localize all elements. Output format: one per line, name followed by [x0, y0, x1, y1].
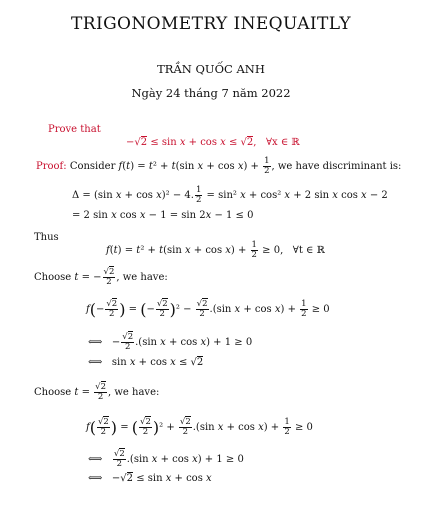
proof-label: Proof: — [36, 160, 67, 172]
choose-label-2: Choose — [34, 386, 72, 398]
proof-consider: Consider — [69, 160, 116, 172]
discriminant-line-1: Δ = (sin x + cos x)² − 4. $\frac{1}{2}$ = sin² x + cos² x + 2 sin x cos x − 2 — [72, 185, 388, 205]
we-have-2: , we have: — [108, 386, 160, 398]
thus-label: Thus — [34, 232, 59, 243]
document-title: TRIGONOMETRY INEQUAITLY — [71, 14, 351, 34]
choose-positive-line: Choose t = $\frac{√2}{2}$ , we have: — [34, 382, 160, 402]
proof-intro: Proof: Consider f(t) = t² + t(sin x + cos x) + $\frac{1}{2}$ , we have discriminant is: — [36, 156, 402, 176]
prove-label: Prove that — [48, 124, 101, 135]
discriminant-line-2: = 2 sin x cos x − 1 = sin 2x − 1 ≤ 0 — [72, 210, 254, 221]
positive-case-line-1: f( $\frac{√2}{2}$ ) = ( $\frac{√2}{2}$ )² + $\frac{√2}{2}$ .(sin x + cos x) + $\frac{1}{2}$ ≥ 0 — [86, 417, 313, 437]
forall-x-text: ∀x ∈ ℝ — [265, 137, 300, 148]
we-have-1: , we have: — [116, 271, 168, 283]
negative-case-line-3: ⟺ sin x + cos x ≤ √2 — [88, 357, 204, 368]
discriminant-text: , we have discriminant is: — [271, 160, 402, 172]
statement-formula: −√2 ≤ sin x + cos x ≤ √2, ∀x ∈ ℝ — [126, 137, 300, 148]
thus-formula: f(t) = t² + t(sin x + cos x) + $\frac{1}{2}$ ≥ 0, ∀t ∈ ℝ — [106, 240, 325, 260]
choose-negative-line: Choose t = − $\frac{√2}{2}$ , we have: — [34, 267, 168, 287]
negative-case-line-2: ⟺ − $\frac{√2}{2}$ .(sin x + cos x) + 1 ≥ 0 — [88, 332, 253, 352]
positive-case-line-3: ⟺ −√2 ≤ sin x + cos x — [88, 473, 212, 484]
author-name: TRẦN QUỐC ANH — [157, 62, 265, 76]
choose-label-1: Choose — [34, 271, 72, 283]
positive-case-line-2: ⟺ $\frac{√2}{2}$ .(sin x + cos x) + 1 ≥ 0 — [88, 449, 244, 469]
negative-case-line-1: f(− $\frac{√2}{2}$ ) = (− $\frac{√2}{2}$ )² − $\frac{√2}{2}$ .(sin x + cos x) + $\frac{1}{2}$ ≥ 0 — [86, 299, 330, 319]
forall-t-text: ∀t ∈ ℝ — [292, 244, 325, 256]
document-date: Ngày 24 tháng 7 năm 2022 — [131, 86, 291, 100]
